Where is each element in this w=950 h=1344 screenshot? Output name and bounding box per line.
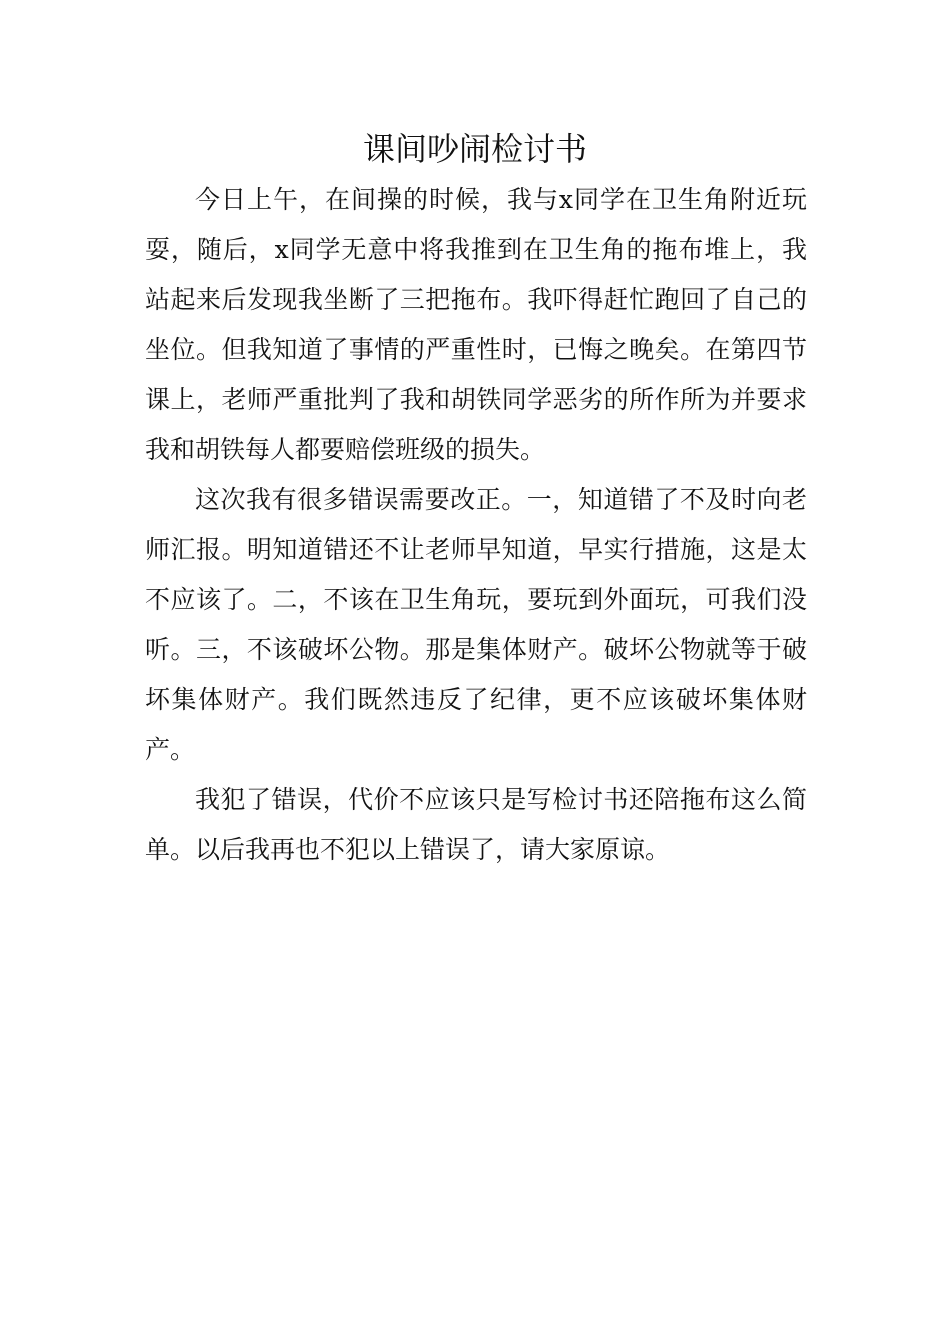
document-body bbox=[145, 175, 807, 875]
paragraph: 我犯了错误，代价不应该只是写检讨书还陪拖布这么简单。以后我再也不犯以上错误了，请大家原谅。 bbox=[145, 785, 807, 864]
paragraph: 这次我有很多错误需要改正。一，知道错了不及时向老师汇报。明知道错还不让老师早知道，早实行措施，这是太不应该了。二，不该在卫生角玩，要玩到外面玩，可我们没听。三，不该破坏公物。那是集体财产。破坏公物就等于破坏集体财产。我们既然违反了纪律，更不应该破坏集体财产。 bbox=[145, 485, 807, 764]
paragraph: 今日上午，在间操的时候，我与x同学在卫生角附近玩耍，随后，x同学无意中将我推到在卫生角的拖布堆上，我站起来后发现我坐断了三把拖布。我吓得赶忙跑回了自己的坐位。但我知道了事情的严重性时，已悔之晚矣。在第四节课上，老师严重批判了我和胡铁同学恶劣的所作所为并要求我和胡铁每人都要赔偿班级的损失。 bbox=[145, 185, 807, 464]
document-title: 课间吵闹检讨书 bbox=[362, 130, 587, 168]
